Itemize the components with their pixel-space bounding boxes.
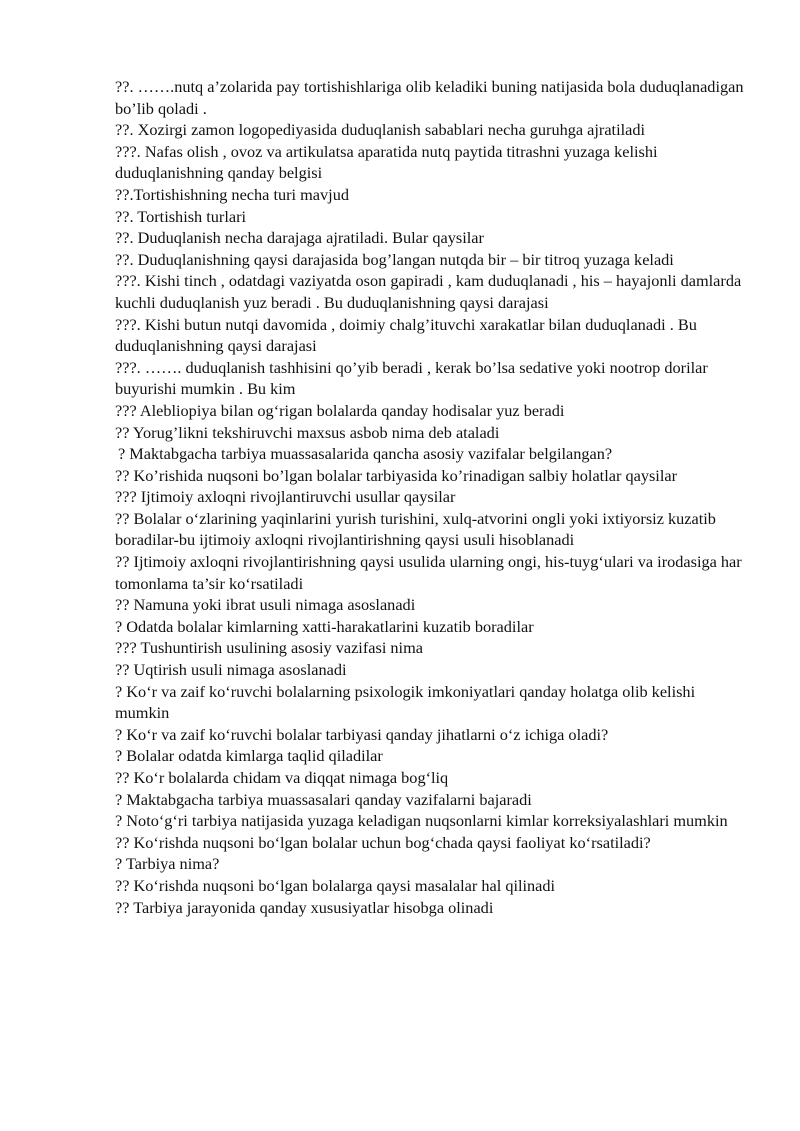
question-item: ??. Duduqlanishning qaysi darajasida bog’langan nutqda bir – bir titroq yuzaga keladi — [115, 249, 674, 269]
question-item: ?? Yorug’likni tekshiruvchi maxsus asbob nima deb ataladi — [115, 422, 500, 442]
question-item: ???. Nafas olish , ovoz va artikulatsa aparatida nutq paytida titrashni yuzaga kelishi duduqlanishning qanday belgisi — [115, 141, 658, 183]
question-item: ? Maktabgacha tarbiya muassasalarida qancha asosiy vazifalar belgilangan? — [118, 444, 613, 464]
question-item: ???. Kishi tinch , odatdagi vaziyatda oson gapiradi , kam duduqlanadi , his – hayajonli damlarda kuchli duduqlanish yuz beradi . Bu duduqlanishning qaysi darajasi — [115, 271, 742, 312]
question-item: ??? Ijtimoiy axloqni rivojlantiruvchi usullar qaysilar — [115, 487, 456, 507]
question-item: ???. ……. duduqlanish tashhisini qo’yib beradi , kerak bo’lsa sedative yoki nootrop dorilar buyurishi mumkin . Bu kim — [115, 357, 708, 399]
question-item: ? Tarbiya nima? — [115, 854, 220, 874]
question-item: ?? Ko’rishida nuqsoni bo’lgan bolalar tarbiyasida ko’rinadigan salbiy holatlar qaysilar — [115, 465, 677, 485]
question-item: ??. Xozirgi zamon logopediyasida duduqlanish sabablari necha guruhga ajratiladi — [115, 120, 646, 140]
question-item: ?? Ko‘rishda nuqsoni bo‘lgan bolalar uchun bog‘chada qaysi faoliyat ko‘rsatiladi? — [115, 832, 651, 852]
question-item: ??. …….nutq a’zolarida pay tortishishlariga olib keladiki buning natijasida bola duduqlanadigan bo’lib qoladi . — [115, 77, 744, 118]
question-item: ?? Ko‘rishda nuqsoni bo‘lgan bolalarga qaysi masalalar hal qilinadi — [115, 875, 556, 895]
question-item: ?? Ko‘r bolalarda chidam va diqqat nimaga bog‘liq — [115, 768, 449, 787]
question-item: ??. Duduqlanish necha darajaga ajratiladi. Bular qaysilar — [115, 228, 484, 248]
question-item: ???. Kishi butun nutqi davomida , doimiy chalg’ituvchi xarakatlar bilan duduqlanadi . Bu duduqlanishning qaysi darajasi — [115, 314, 697, 356]
question-item: ??? Alebliopiya bilan og‘rigan bolalarda qanday hodisalar yuz beradi — [115, 400, 565, 420]
question-item: ?? Uqtirish usuli nimaga asoslanadi — [115, 660, 347, 680]
question-item: ??.Tortishishning necha turi mavjud — [115, 184, 349, 204]
question-item: ? Maktabgacha tarbiya muassasalari qanday vazifalarni bajaradi — [115, 789, 532, 809]
question-item: ? Noto‘g‘ri tarbiya natijasida yuzaga keladigan nuqsonlarni kimlar korreksiyalashlari mumkin — [115, 811, 728, 831]
document-page — [115, 76, 745, 918]
question-item: ? Ko‘r va zaif ko‘ruvchi bolalarning psixologik imkoniyatlari qanday holatga olib kelishi mumkin — [115, 681, 696, 723]
question-item: ? Odatda bolalar kimlarning xatti-harakatlarini kuzatib boradilar — [115, 616, 534, 636]
question-item: ?? Ijtimoiy axloqni rivojlantirishning qaysi usulida ularning ongi, his-tuyg‘ulari va irodasiga har tomonlama ta’sir ko‘rsatiladi — [115, 552, 742, 593]
question-item: ?? Namuna yoki ibrat usuli nimaga asoslanadi — [115, 595, 416, 615]
question-item: ? Ko‘r va zaif ko‘ruvchi bolalar tarbiyasi qanday jihatlarni o‘z ichiga oladi? — [115, 724, 609, 744]
question-item: ??? Tushuntirish usulining asosiy vazifasi nima — [115, 638, 423, 658]
question-item: ?? Bolalar o‘zlarining yaqinlarini yurish turishini, xulq-atvorini ongli yoki ixtiyorsiz kuzatib boradilar-bu ijtimoiy axloqni rivojlantirishning qaysi usuli hisoblanadi — [115, 508, 716, 550]
question-item: ?? Tarbiya jarayonida qanday xususiyatlar hisobga olinadi — [115, 897, 494, 917]
question-item: ? Bolalar odatda kimlarga taqlid qiladilar — [115, 746, 383, 766]
question-item: ??. Tortishish turlari — [115, 206, 247, 226]
